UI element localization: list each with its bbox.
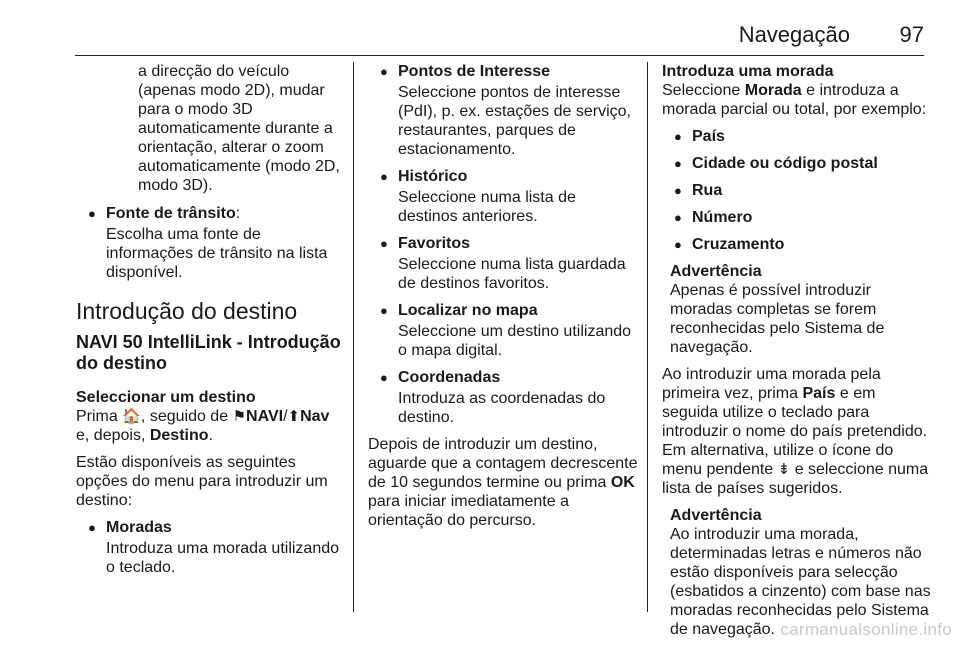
list-item-poi: ● Pontos de Interesse Seleccione pontos de interesse (PdI), p. ex. estações de serviço, restaurantes, parques de estacionamento. bbox=[368, 62, 638, 159]
column-1 bbox=[76, 62, 346, 585]
list-item-traffic-source: ● Fonte de trânsito: Escolha uma fonte de informações de trânsito na lista disponível. bbox=[76, 204, 346, 282]
paragraph-heading: Seleccionar um destino bbox=[76, 389, 256, 406]
list-item-number: ● Número bbox=[662, 208, 934, 227]
item-label: Moradas bbox=[106, 519, 172, 536]
page-title: Navegação bbox=[738, 22, 850, 47]
continued-text: a direcção do veículo (apenas modo 2D), mudar para o modo 3D automaticamente durante a orientação, alterar o zoom automaticamente (modo 2D, modo 3D). bbox=[138, 63, 340, 194]
column-2 bbox=[368, 62, 638, 538]
note-2: Advertência Ao introduzir uma morada, determinadas letras e números não estão disponíveis para selecção (esbatidos a cinzento) com base nas moradas reconhecidas pelo Sistema de navegação. bbox=[670, 507, 931, 638]
column-divider-2 bbox=[647, 62, 648, 612]
page-number: 97 bbox=[899, 22, 924, 47]
column-3 bbox=[662, 62, 934, 647]
address-intro: Seleccione Morada e introduza a morada parcial ou total, por exemplo: bbox=[662, 82, 927, 118]
home-icon: 🏠 bbox=[122, 408, 141, 425]
list-item-history: ● Histórico Seleccione numa lista de destinos anteriores. bbox=[368, 167, 638, 226]
select-paragraph: Prima 🏠, seguido de ⚑NAVI/⬆Nav e, depois, Destino. bbox=[76, 408, 330, 444]
list-item-city: ● Cidade ou código postal bbox=[662, 154, 934, 173]
note-1: Advertência Apenas é possível introduzir moradas completas se forem reconhecidas pelo Sistema de navegação. bbox=[670, 263, 885, 356]
section-title: Introdução do destino bbox=[76, 298, 298, 324]
header-rule bbox=[75, 55, 924, 56]
list-item-street: ● Rua bbox=[662, 181, 934, 200]
column-divider-1 bbox=[353, 62, 354, 612]
dropdown-icon: ⇟ bbox=[777, 461, 791, 478]
list-item-find-on-map: ● Localizar no mapa Seleccione um destino utilizando o mapa digital. bbox=[368, 301, 638, 360]
country-paragraph: Ao introduzir uma morada pela primeira vez, prima País e em seguida utilize o teclado para introduzir o nome do país pretendido. Em alternativa, utilize o ícone do menu pendente ⇟ e seleccione numa lista de países sugeridos. bbox=[662, 366, 929, 497]
list-item-intersection: ● Cruzamento bbox=[662, 235, 934, 254]
options-intro: Estão disponíveis as seguintes opções do menu para introduzir um destino: bbox=[76, 454, 328, 509]
arrow-up-icon: ⬆ bbox=[287, 408, 301, 425]
item-label: Fonte de trânsito bbox=[106, 205, 236, 222]
list-item-country: ● País bbox=[662, 127, 934, 146]
watermark: carmanualsonline.info bbox=[780, 620, 952, 639]
flag-icon: ⚑ bbox=[232, 408, 247, 425]
after-paragraph: Depois de introduzir um destino, aguarde que a contagem decrescente de 10 segundos termine ou prima OK para iniciar imediatamente a orientação do percurso. bbox=[368, 436, 638, 529]
subsection-title: NAVI 50 IntelliLink - Introdução do destino bbox=[76, 332, 341, 373]
item-desc: Escolha uma fonte de informações de trânsito na lista disponível. bbox=[106, 226, 328, 281]
paragraph-heading: Introduza uma morada bbox=[662, 63, 834, 80]
list-item-coordinates: ● Coordenadas Introduza as coordenadas do destino. bbox=[368, 368, 638, 427]
list-item-favorites: ● Favoritos Seleccione numa lista guardada de destinos favoritos. bbox=[368, 234, 638, 293]
page-header bbox=[0, 0, 960, 58]
list-item-moradas bbox=[76, 518, 346, 577]
item-desc: Introduza uma morada utilizando o teclado. bbox=[106, 540, 340, 576]
